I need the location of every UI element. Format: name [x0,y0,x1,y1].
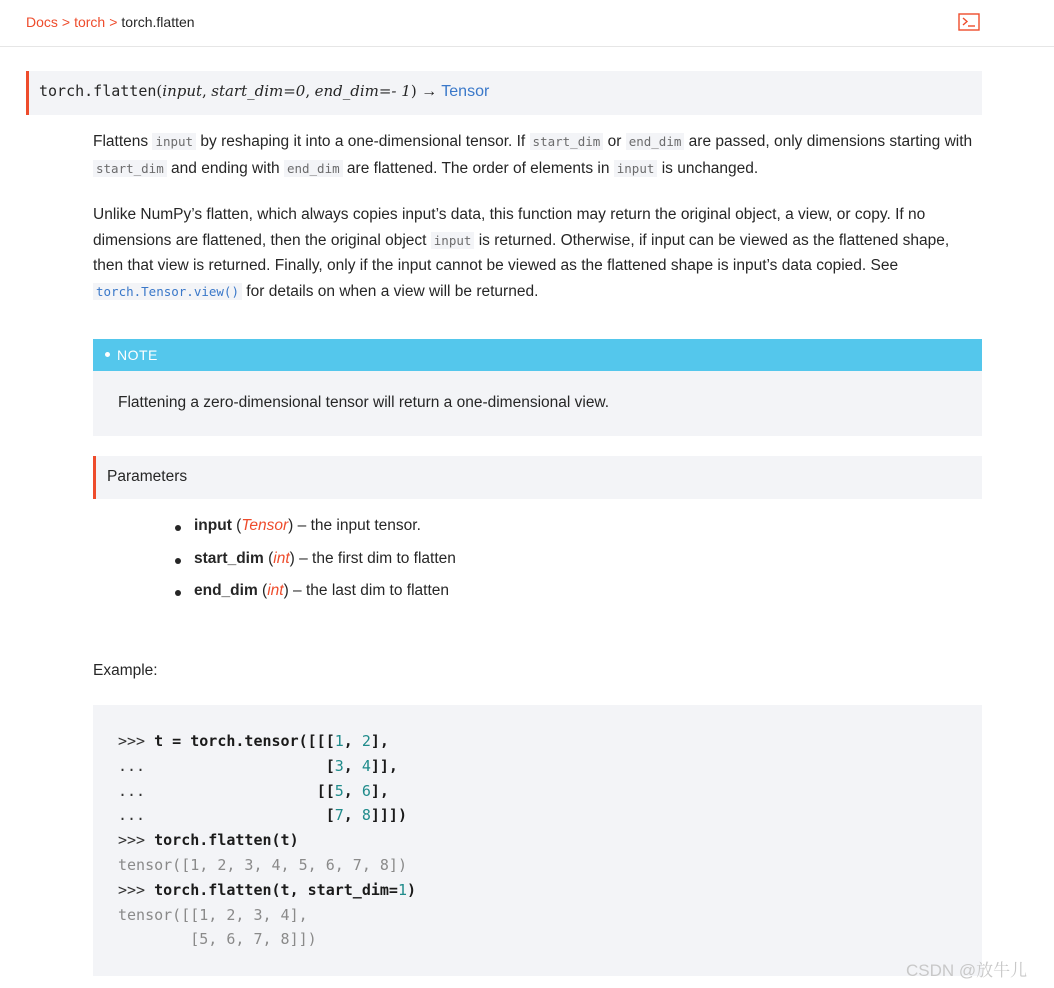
breadcrumb-separator: > [61,14,71,30]
bullet-icon [175,525,181,531]
text: or [603,133,626,150]
text: is returned. Otherwise, if input can be viewed as the flattened shape, then that view is returned. Finally, only if the input cannot be viewed as the flattened shape is input’s data copied. See [93,231,950,274]
text: are flattened. The order of elements in [342,160,614,177]
inline-code-input: input [431,232,475,249]
signature-open-paren: ( [156,82,163,100]
param-type-link[interactable]: Tensor [241,517,289,534]
parameters-header [93,456,982,499]
note-box [93,339,982,436]
note-body: Flattening a zero-dimensional tensor will return a one-dimensional view. [118,394,610,411]
top-bar [0,0,1054,47]
text: Unlike NumPy’s flatten, which always copies input’s data, this function may return the original object, a view, or copy. If no dimensions are flattened, then the original object [93,206,926,249]
breadcrumb-current: torch.flatten [121,14,195,30]
parameters-title: Parameters [107,468,188,485]
breadcrumb-torch-link[interactable]: torch [74,14,106,30]
param-type-link[interactable]: int [267,582,284,599]
param-paren: ) [289,549,295,567]
code-output-line: [5, 6, 7, 8]]) [118,930,317,949]
signature-param-start-dim: start_dim=0 [211,82,306,100]
code-line: ... [3, 4]], [118,756,398,775]
signature-param-input: input [162,82,203,100]
text: for details on when a view will be returned. [242,282,539,300]
signature-comma: , [202,82,207,100]
param-paren: ( [257,582,268,599]
example-label: Example: [93,662,158,679]
function-signature [26,71,982,115]
text: is unchanged. [657,160,759,177]
signature-param-end-dim: end_dim=- 1 [314,82,411,100]
param-paren: ( [263,549,274,567]
inline-code-end-dim: end_dim [284,160,343,177]
param-type-link[interactable]: int [273,549,290,567]
breadcrumb-separator: > [109,14,118,30]
list-item [174,582,456,615]
return-arrow: → [421,83,438,100]
param-name: input [194,517,232,534]
code-line: >>> t = torch.tensor([[[1, 2], [118,732,389,750]
code-lines [118,729,416,952]
param-paren: ( [231,517,242,534]
param-paren: ) [288,517,294,534]
function-name: torch.flatten [39,82,157,100]
bullet-icon [175,590,181,596]
description-paragraph-2 [93,202,983,304]
note-title: NOTE [117,347,158,363]
watermark: CSDN @放牛儿 [906,961,1028,980]
signature-comma: , [305,82,311,100]
breadcrumb-docs-link[interactable]: Docs [26,14,58,30]
text: and ending with [166,160,284,177]
tensor-view-link[interactable]: torch.Tensor.view() [93,283,242,300]
list-item [174,550,456,583]
param-desc: – the input tensor. [293,517,421,534]
code-block[interactable] [93,705,982,976]
terminal-icon[interactable] [958,13,980,31]
param-desc: – the last dim to flatten [288,582,450,599]
list-item [174,517,456,550]
param-paren: ) [283,582,289,599]
breadcrumb [26,14,195,30]
inline-code-input: input [152,133,196,150]
return-type-link[interactable]: Tensor [441,83,490,100]
text: are passed, only dimensions starting with [684,133,973,150]
note-bullet-icon [105,352,110,357]
param-name: start_dim [194,549,264,567]
code-line: >>> torch.flatten(t) [118,831,299,850]
inline-code-input: input [614,160,658,177]
text: by reshaping it into a one-dimensional tensor. If [196,133,530,150]
code-output-line: tensor([[1, 2, 3, 4], [118,905,308,924]
code-line: ... [[5, 6], [118,781,389,800]
code-line: ... [7, 8]]]) [118,806,407,825]
param-name: end_dim [194,582,258,599]
param-desc: – the first dim to flatten [294,549,456,567]
inline-code-start-dim: start_dim [530,133,604,150]
code-line: >>> torch.flatten(t, start_dim=1) [118,880,417,899]
signature-text [39,82,489,101]
inline-code-end-dim: end_dim [626,133,685,150]
bullet-icon [175,558,181,564]
text: Flattens [93,133,153,150]
inline-code-start-dim: start_dim [93,160,167,177]
code-output-line: tensor([1, 2, 3, 4, 5, 6, 7, 8]) [118,855,407,874]
parameter-list [174,517,456,615]
note-header [93,339,982,371]
description-paragraph-1 [93,128,983,182]
signature-close-paren: ) [410,82,417,100]
